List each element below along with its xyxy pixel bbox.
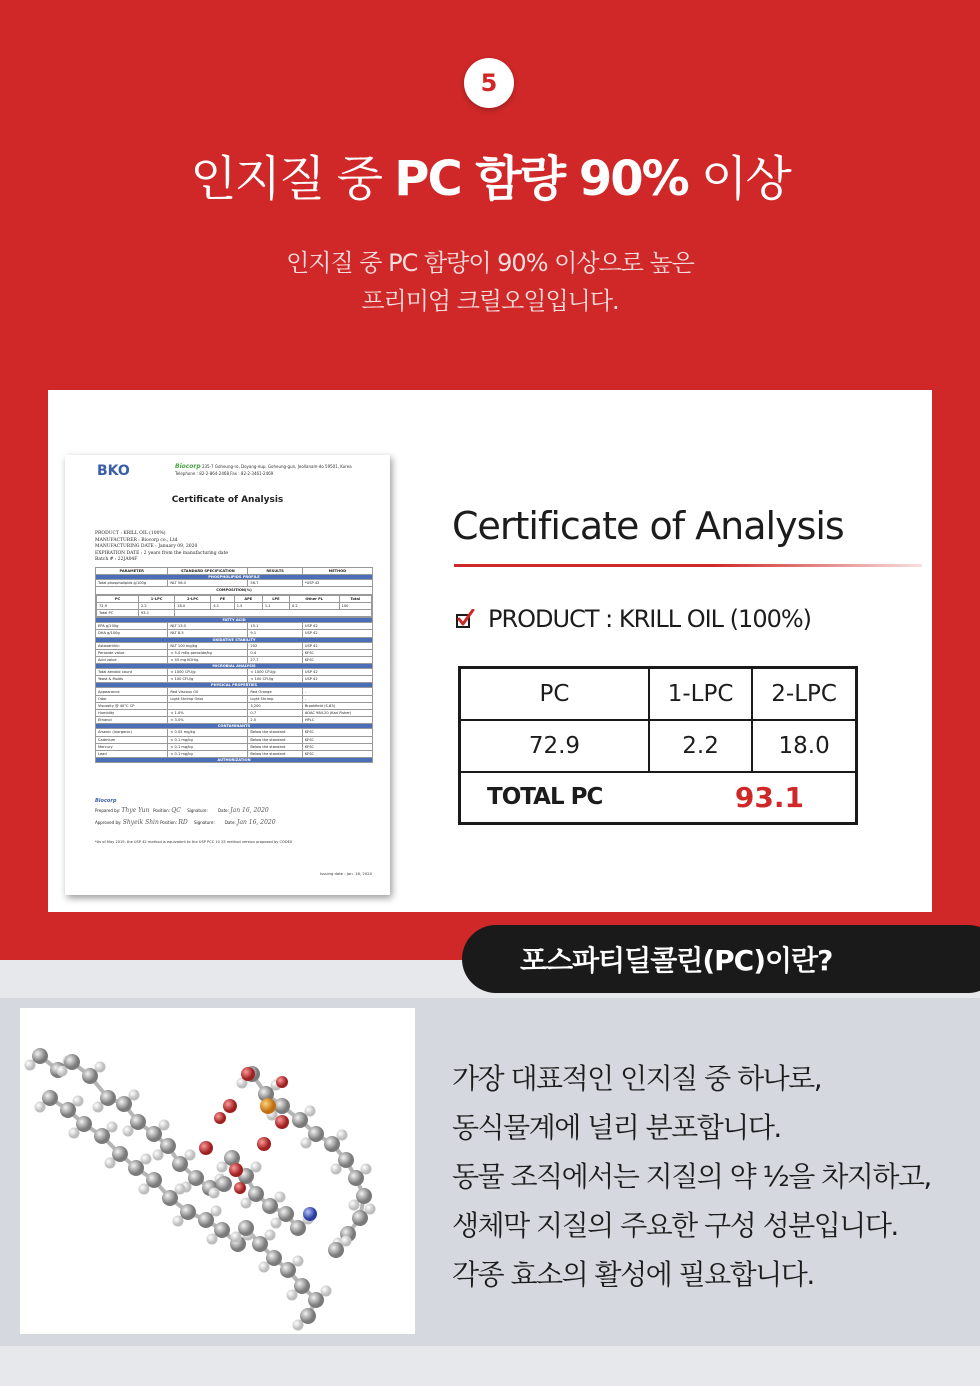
molecule-atom — [241, 1067, 255, 1081]
molecule-atom — [42, 1090, 58, 1106]
molecule-atom — [188, 1170, 204, 1186]
molecule-atom — [251, 1162, 262, 1173]
molecule-atom — [338, 1152, 354, 1168]
doc-cell: Arsenic (Inorganic) — [96, 729, 168, 736]
molecule-atom — [107, 1122, 118, 1133]
doc-cell: DHA g/100g — [96, 630, 168, 637]
table-row — [460, 772, 857, 824]
doc-section-label: PHOSPHOLIPIDS PROFILE — [96, 575, 373, 580]
doc-cell: Total phospholipids g/100g — [96, 580, 168, 587]
molecule-atom — [321, 1286, 332, 1297]
doc-cell: Total aerobic count — [96, 669, 168, 676]
doc-cell: - — [302, 688, 372, 695]
molecule-atom — [173, 1216, 184, 1227]
molecule-atom — [274, 1098, 290, 1114]
doc-cell: PC — [97, 595, 139, 602]
doc-label: Signature: — [194, 820, 215, 825]
molecule-atom — [217, 1162, 228, 1173]
molecule-atom — [105, 1158, 116, 1169]
product-label: PRODUCT : KRILL OIL (100%) — [488, 605, 812, 633]
doc-section-label: OXIDATIVE STABILITY — [96, 637, 373, 642]
doc-head-cell: PARAMETER — [96, 568, 168, 575]
doc-cell: - — [168, 702, 248, 709]
doc-cell: Total — [339, 595, 371, 602]
doc-cell: KFSC — [302, 649, 372, 656]
doc-cell: 100 — [339, 602, 371, 609]
doc-position-value: RD — [178, 819, 188, 826]
doc-cell: Viscosity @ 40°C CP — [96, 702, 168, 709]
molecule-atom — [293, 1256, 304, 1267]
molecule-atom — [69, 1128, 80, 1139]
molecule-atom — [128, 1160, 144, 1176]
doc-cell: Astaxanthin — [96, 642, 168, 649]
molecule-atom — [82, 1068, 98, 1084]
doc-cell: 18.0 — [175, 602, 211, 609]
doc-approved-row — [95, 817, 373, 829]
molecule-atom — [185, 1150, 196, 1161]
doc-cell: 2.5 — [248, 717, 302, 724]
molecule-atom — [271, 1218, 282, 1229]
doc-cell: USP 42 — [302, 642, 372, 649]
description-line: 동식물계에 널리 분포합니다. — [452, 1111, 781, 1144]
doc-signature-name: Thye Yun — [121, 807, 150, 814]
molecule-atom — [211, 1206, 222, 1217]
molecule-atom — [112, 1146, 128, 1162]
doc-cell: EPA g/100g — [96, 623, 168, 630]
description-line: 각종 효소의 활성에 필요합니다. — [452, 1258, 814, 1291]
doc-label: Position: — [153, 808, 171, 813]
molecule-atom — [348, 1170, 364, 1186]
doc-date-value: Jan 16, 2020 — [230, 807, 269, 814]
title-part-2: PC 함량 90% — [394, 151, 688, 207]
doc-issuing-date: Issuing date : Jan. 16, 2020 — [320, 871, 372, 876]
doc-cell: < 45 mg KOH/g — [168, 656, 248, 663]
doc-signatures — [95, 797, 373, 829]
molecule-atom — [356, 1188, 372, 1204]
molecule-atom — [223, 1099, 237, 1113]
doc-cell: NLT 13.0 — [168, 623, 248, 630]
table-row — [96, 695, 373, 702]
doc-cell: Below the standard — [248, 743, 302, 750]
molecule-atom — [160, 1138, 176, 1154]
molecule-atom — [328, 1242, 344, 1258]
doc-cell: < 0.1 mg/kg — [168, 736, 248, 743]
doc-head-cell: METHOD — [302, 568, 372, 575]
doc-section-label: MICROBIAL ANALYSIS — [96, 664, 373, 669]
molecule-atom — [300, 1308, 316, 1324]
pc-description — [452, 1054, 972, 1299]
molecule-atom — [123, 1126, 134, 1137]
doc-meta — [95, 531, 228, 564]
doc-label: Position: — [160, 820, 178, 825]
table-row — [96, 580, 373, 587]
molecule-atom — [116, 1096, 132, 1112]
doc-cell: 1.5 — [234, 602, 262, 609]
lpc1-header-cell: 1-LPC — [649, 668, 752, 720]
doc-cell: Below the standard — [248, 729, 302, 736]
molecule-atom — [146, 1172, 162, 1188]
doc-cell: KFSC — [302, 750, 372, 757]
molecule-atom — [73, 1096, 84, 1107]
molecule-atom — [146, 1126, 162, 1142]
doc-company-name: Biocorp — [175, 463, 201, 470]
doc-cell: Light Shrimp Odor — [168, 695, 248, 702]
molecule-atom — [257, 1137, 271, 1151]
molecule-atom — [214, 1112, 226, 1124]
doc-footnote: *As of May 2019, the USP 42 method is equivalent to the USP PCC 10 25 method version proposed by CODEX — [95, 840, 293, 844]
table-row — [96, 750, 373, 757]
table-row — [96, 669, 373, 676]
molecule-atom — [32, 1048, 48, 1064]
molecule-atom — [35, 1102, 46, 1113]
doc-composition-label: COMPOSITION(%) — [96, 587, 373, 594]
doc-cell: < 1000 CFU/g — [168, 669, 248, 676]
molecule-atom — [301, 1138, 312, 1149]
doc-cell: < 5.0 mEq peroxide/kg — [168, 649, 248, 656]
doc-date-value: Jan 16, 2020 — [237, 819, 276, 826]
doc-cell: Acid value — [96, 656, 168, 663]
doc-cell: < 100 CFU/g — [168, 676, 248, 683]
molecule-atom — [76, 1116, 92, 1132]
doc-telephone: Telephone : 82-2-864-2468 Fax : 82-2-3461-2469 — [175, 471, 274, 476]
total-pc-label: TOTAL PC — [460, 772, 649, 824]
doc-cell: NLT 100 mg/kg — [168, 642, 248, 649]
molecule-atom — [275, 1115, 289, 1129]
molecule-atom — [238, 1220, 254, 1236]
molecule-atom — [252, 1236, 268, 1252]
doc-cell: 72.9 — [97, 602, 139, 609]
doc-cell: 93.1 — [138, 609, 174, 616]
doc-cell: Lead — [96, 750, 168, 757]
molecule-atom — [260, 1098, 276, 1114]
doc-cell: 15.1 — [248, 623, 302, 630]
doc-cell — [175, 609, 372, 616]
doc-head-cell: RESULTS — [248, 568, 302, 575]
page-title — [0, 140, 980, 209]
molecule-atom — [365, 1204, 376, 1215]
molecule-atom — [64, 1054, 80, 1070]
doc-position-value: QC — [171, 807, 181, 814]
doc-cell: USP 42 — [302, 676, 372, 683]
doc-cell: Cadmium — [96, 736, 168, 743]
doc-label: Signature: — [187, 808, 208, 813]
doc-cell: 4.1 — [211, 602, 234, 609]
pc-value-cell: 72.9 — [460, 720, 649, 772]
lpc1-value-cell: 2.2 — [649, 720, 752, 772]
doc-cell: 27.7 — [248, 656, 302, 663]
molecule-atom — [293, 1320, 304, 1331]
molecule-atom — [294, 1278, 310, 1294]
table-row — [96, 623, 373, 630]
table-row — [460, 720, 857, 772]
molecule-atom — [292, 1112, 308, 1128]
molecule-atom — [207, 1234, 218, 1245]
molecule-atom — [275, 1192, 286, 1203]
doc-sign-brand: Biocorp — [95, 798, 117, 804]
molecule-atom — [341, 1236, 352, 1247]
molecule-atom — [259, 1262, 270, 1273]
molecule-atom — [60, 1102, 76, 1118]
molecule-atom — [139, 1184, 150, 1195]
doc-cell: Peroxide value — [96, 649, 168, 656]
molecule-atom — [276, 1076, 288, 1088]
doc-cell: 1.1 — [262, 602, 289, 609]
molecule-illustration — [20, 1008, 415, 1334]
checkbox-checked-icon — [455, 609, 475, 629]
table-row — [96, 649, 373, 656]
phosphatidylcholine-molecule-image — [20, 1008, 415, 1334]
table-row — [96, 630, 373, 637]
molecule-atom — [308, 1126, 324, 1142]
subtitle-line-2: 프리미엄 크릴오일입니다. — [361, 287, 619, 315]
pc-summary-table — [458, 666, 858, 825]
doc-cell: 2.2 — [138, 602, 174, 609]
table-row — [96, 743, 373, 750]
molecule-atom — [199, 1141, 213, 1155]
molecule-atom — [278, 1206, 294, 1222]
doc-cell: < 0.1 mg/kg — [168, 750, 248, 757]
lpc2-header-cell: 2-LPC — [752, 668, 856, 720]
doc-cell: 9.1 — [248, 630, 302, 637]
molecule-atom — [198, 1212, 214, 1228]
pc-header-cell: PC — [460, 668, 649, 720]
doc-cell: Mercury — [96, 743, 168, 750]
molecule-atom — [141, 1154, 152, 1165]
molecule-atom — [262, 1198, 278, 1214]
step-badge: 5 — [464, 58, 514, 108]
doc-cell: KFSC — [302, 656, 372, 663]
molecule-atom — [331, 1164, 342, 1175]
doc-section-label: AUTHORIZATION — [96, 758, 373, 763]
bko-logo: BKO — [97, 463, 130, 479]
doc-cell: < 0.05 mg/kg — [168, 729, 248, 736]
table-row — [96, 702, 373, 709]
molecule-atom — [25, 1060, 36, 1071]
table-row — [96, 710, 373, 717]
doc-cell: 0.2 — [289, 602, 339, 609]
doc-cell: APE — [234, 595, 262, 602]
doc-cell: USP 42 — [302, 623, 372, 630]
doc-cell: NLT 56.0 — [168, 580, 248, 587]
table-row — [96, 736, 373, 743]
certificate-document-image — [65, 455, 390, 895]
doc-cell: LPE — [262, 595, 289, 602]
doc-cell: < 3.0% — [168, 717, 248, 724]
doc-cell: 0.7 — [248, 710, 302, 717]
doc-cell: Other PL — [289, 595, 339, 602]
molecule-atom — [209, 1188, 220, 1199]
description-line: 동물 조직에서는 지질의 약 ½을 차지하고, — [452, 1160, 931, 1193]
doc-prepared-row — [95, 805, 373, 817]
molecule-atom — [214, 1222, 230, 1238]
doc-cell: KFSC — [302, 743, 372, 750]
title-part-3: 이상 — [687, 151, 790, 207]
doc-cell: Ethanol — [96, 717, 168, 724]
doc-meta-line: Batch # : 22JA04F — [95, 557, 138, 562]
molecule-atom — [305, 1106, 316, 1117]
doc-label: Date: — [218, 808, 229, 813]
doc-section-label: FATTY ACID — [96, 618, 373, 623]
doc-cell: PE — [211, 595, 234, 602]
molecule-atom — [153, 1150, 164, 1161]
molecule-atom — [57, 1066, 68, 1077]
doc-cell: Below the standard — [248, 736, 302, 743]
doc-cell: Light Shrimp — [248, 695, 302, 702]
molecule-atom — [287, 1290, 298, 1301]
doc-cell: 3,200 — [248, 702, 302, 709]
table-row — [96, 642, 373, 649]
molecule-atom — [349, 1200, 360, 1211]
molecule-atom — [248, 1186, 264, 1202]
doc-meta-line: MANUFACTURING DATE : January 09, 2020 — [95, 544, 198, 549]
doc-cell: 0.4 — [248, 649, 302, 656]
molecule-atom — [241, 1198, 252, 1209]
table-row — [96, 656, 373, 663]
doc-cell: 2-LPC — [175, 595, 211, 602]
subtitle-line-1: 인지질 중 PC 함량이 90% 이상으로 높은 — [286, 249, 694, 277]
doc-cell: USP 42 — [302, 630, 372, 637]
table-row — [96, 688, 373, 695]
doc-cell: Yeast & Molds — [96, 676, 168, 683]
molecule-atom — [324, 1136, 340, 1152]
doc-cell: < 1.0% — [168, 710, 248, 717]
lpc2-value-cell: 18.0 — [752, 720, 856, 772]
molecule-atom — [93, 1102, 104, 1113]
molecule-atom — [337, 1130, 348, 1141]
molecule-atom — [162, 1190, 178, 1206]
doc-cell: USP 42 — [302, 669, 372, 676]
doc-cell: KFSC — [302, 729, 372, 736]
doc-meta-line: PRODUCT : KRILL OIL (100%) — [95, 531, 166, 536]
doc-analysis-table — [95, 567, 373, 763]
molecule-atom — [303, 1207, 317, 1221]
molecule-atom — [266, 1250, 282, 1266]
molecule-atom — [180, 1204, 196, 1220]
title-part-1: 인지질 중 — [190, 151, 395, 207]
doc-cell: Below the standard — [248, 750, 302, 757]
doc-cell: Red Viscous Oil — [168, 688, 248, 695]
molecule-atom — [234, 1182, 246, 1194]
description-line: 가장 대표적인 인지질 중 하나로, — [452, 1062, 822, 1095]
table-row — [460, 668, 857, 720]
molecule-atom — [95, 1062, 106, 1073]
molecule-atom — [290, 1220, 306, 1236]
molecule-atom — [216, 1176, 232, 1192]
page-subtitle — [0, 244, 980, 320]
doc-cell: NLT 8.5 — [168, 630, 248, 637]
table-row — [96, 717, 373, 724]
doc-section-label: CONTAMINANTS — [96, 724, 373, 729]
doc-signature-name: Shyeik Shin — [122, 819, 159, 826]
molecule-atom — [361, 1164, 372, 1175]
coa-divider — [454, 564, 922, 567]
molecule-atom — [130, 1114, 146, 1130]
doc-label: Date: — [224, 820, 236, 825]
total-pc-value: 93.1 — [649, 772, 857, 824]
doc-cell: < 1000 CFU/g — [248, 669, 302, 676]
doc-title: Certificate of Analysis — [171, 495, 284, 505]
doc-cell: - — [302, 695, 372, 702]
doc-cell: *USP 42 — [302, 580, 372, 587]
doc-cell: AOAC 984.20 (Karl Fisher) — [302, 710, 372, 717]
pc-section-heading: 포스파티딜콜린(PC)이란? — [462, 925, 980, 993]
doc-composition-table — [96, 595, 372, 618]
doc-cell: Brookfield (S-63) — [302, 702, 372, 709]
doc-cell: Red Orange — [248, 688, 302, 695]
doc-cell: Total PC — [97, 609, 139, 616]
doc-cell: < 0.1 mg/kg — [168, 743, 248, 750]
molecule-atom — [100, 1090, 116, 1106]
doc-head-cell: STANDARD SPECIFICATION — [168, 568, 248, 575]
molecule-atom — [231, 1232, 242, 1243]
doc-meta-line: MANUFACTURER : Biocorp co., Ltd — [95, 537, 178, 543]
molecule-atom — [280, 1262, 296, 1278]
doc-cell: 202 — [248, 642, 302, 649]
doc-section-label: PHYSICAL PROPERTIES — [96, 683, 373, 688]
doc-cell: HPLC — [302, 717, 372, 724]
doc-cell: < 100 CFU/g — [248, 676, 302, 683]
doc-cell: Humidity — [96, 710, 168, 717]
certificate-panel — [48, 390, 932, 912]
table-row — [96, 729, 373, 736]
doc-company-info — [175, 463, 385, 477]
doc-cell: Odor — [96, 695, 168, 702]
molecule-atom — [229, 1163, 243, 1177]
table-row — [96, 676, 373, 683]
molecule-atom — [352, 1210, 368, 1226]
coa-heading: Certificate of Analysis — [452, 504, 844, 548]
molecule-atom — [159, 1120, 170, 1131]
molecule-atom — [265, 1230, 276, 1241]
doc-label: Prepared by: — [95, 808, 121, 813]
molecule-atom — [175, 1184, 186, 1195]
doc-address: 235-7 Goheung-ro, Doyang-eup, Goheung-gun, Jeollanam-do 59501, Korea — [201, 464, 352, 469]
molecule-atom — [172, 1156, 188, 1172]
molecule-atom — [129, 1090, 140, 1101]
doc-cell: KFSC — [302, 736, 372, 743]
doc-cell: 56.7 — [248, 580, 302, 587]
doc-meta-line: EXPIRATION DATE : 2 years from the manufacturing date — [95, 550, 229, 556]
table-row — [96, 594, 373, 618]
molecule-atom — [308, 1292, 324, 1308]
description-line: 생체막 지질의 주요한 구성 성분입니다. — [452, 1209, 898, 1242]
doc-cell: Appearance — [96, 688, 168, 695]
doc-label: Approved by: — [95, 820, 122, 825]
molecule-atom — [94, 1128, 110, 1144]
doc-cell: 1-LPC — [138, 595, 174, 602]
